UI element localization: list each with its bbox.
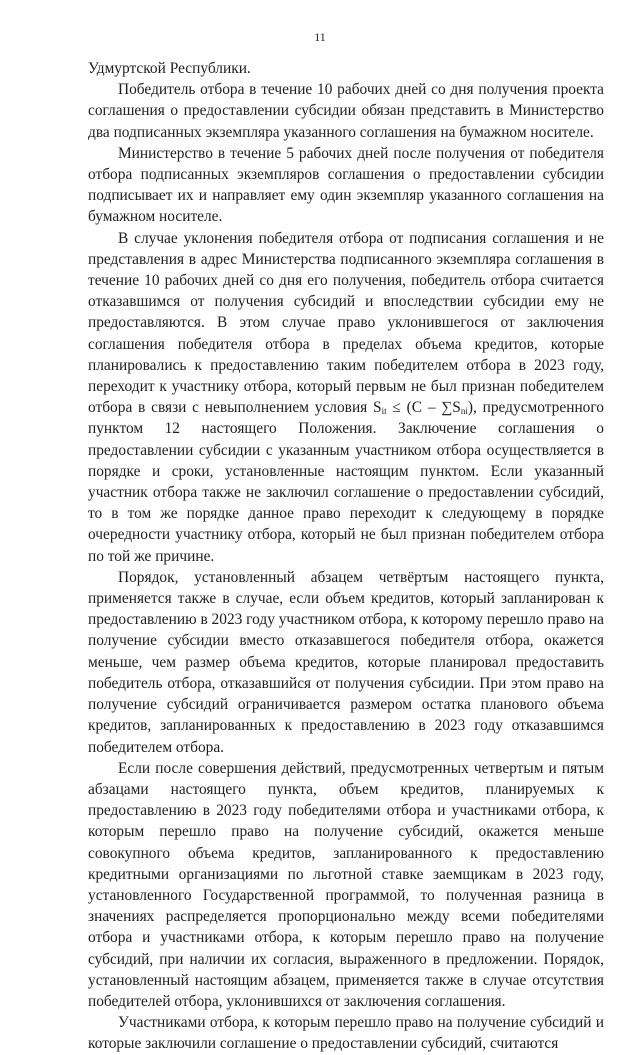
formula-subscript-it: it (381, 406, 387, 417)
paragraph-1: Победитель отбора в течение 10 рабочих дней со дня получения проекта соглашения о предоставлении субсидии обязан представить в Министерство два подписанных экземпляра указанного соглашения на бумажном носителе. (88, 81, 604, 141)
paragraph-5: Если после совершения действий, предусмотренных четвертым и пятым абзацами настоящего пункта, объем кредитов, планируемых к предоставлению в 2023 году победителями отбора и участниками отбора, к которым перешло право на получение субсидий, окажется меньше совокупного объема кредитов, запланированного к предоставлению кредитными организациями по льготной ставке заемщикам в 2023 году, установленного Государственной программой, то полученная разница в значениях распределяется пропорционально между всеми победителями отбора и участниками отбора, к которым перешло право на получение субсидий, при наличии их согласия, выраженного в предложении. Порядок, установленный настоящим абзацем, применяется также в случае отсутствия победителей отбора, уклонившихся от заключения соглашения. (88, 759, 604, 1010)
paragraph-3-part-a: В случае уклонения победителя отбора от подписания соглашения и не представления в адрес Министерства подписанного экземпляра соглашения в течение 10 рабочих дней со дня его получения, победитель отбора считается отказавшимся от получения субсидий и впоследствии субсидии ему не предоставляются. В этом случае право уклонившегося от заключения соглашения победителя отбора в пределах объема кредитов, которые планировались к предоставлению таким победителем отбора в 2023 году, переходит к участнику отбора, который первым не был признан победителем отбора в связи с невыполнением условия S (88, 229, 604, 417)
document-body (88, 58, 604, 1055)
paragraph-6: Участниками отбора, к которым перешло право на получение субсидий и которые заключили соглашение о предоставлении субсидий, считаются (88, 1014, 604, 1053)
paragraph-2: Министерство в течение 5 рабочих дней после получения от победителя отбора подписанных экземпляров соглашения о предоставлении субсидии подписывает их и направляет ему один экземпляр указанного соглашения на бумажном носителе. (88, 144, 604, 226)
formula-subscript-ni: ni (460, 406, 468, 417)
paragraph-3 (88, 228, 604, 567)
paragraph-4: Порядок, установленный абзацем четвёртым настоящего пункта, применяется также в случае, если объем кредитов, который запланирован к предоставлению в 2023 году участником отбора, к которому перешло право на получение субсидии вместо отказавшегося победителя отбора, окажется меньше, чем размер объема кредитов, которые планировал предоставить победитель отбора, отказавшийся от получения субсидии. При этом право на получение субсидий ограничивается размером остатка планового объема кредитов, запланированных к предоставлению в 2023 году отказавшимся победителем отбора. (88, 568, 604, 756)
paragraph-3-part-b: ≤ (C – ∑S (386, 399, 461, 417)
paragraph-3-part-c: ), предусмотренного пунктом 12 настоящего Положения. Заключение соглашения о предоставлении субсидии с указанным участником отбора осуществляется в порядке и сроки, установленные настоящим пунктом. Если указанный участник отбора также не заключил соглашение о предоставлении субсидий, то в том же порядке данное право переходит к следующему в порядке очередности участнику отбора, который не был признан победителем отбора по той же причине. (88, 399, 604, 565)
page-number: 11 (314, 30, 326, 44)
paragraph-continuation: Удмуртской Республики. (88, 60, 251, 77)
